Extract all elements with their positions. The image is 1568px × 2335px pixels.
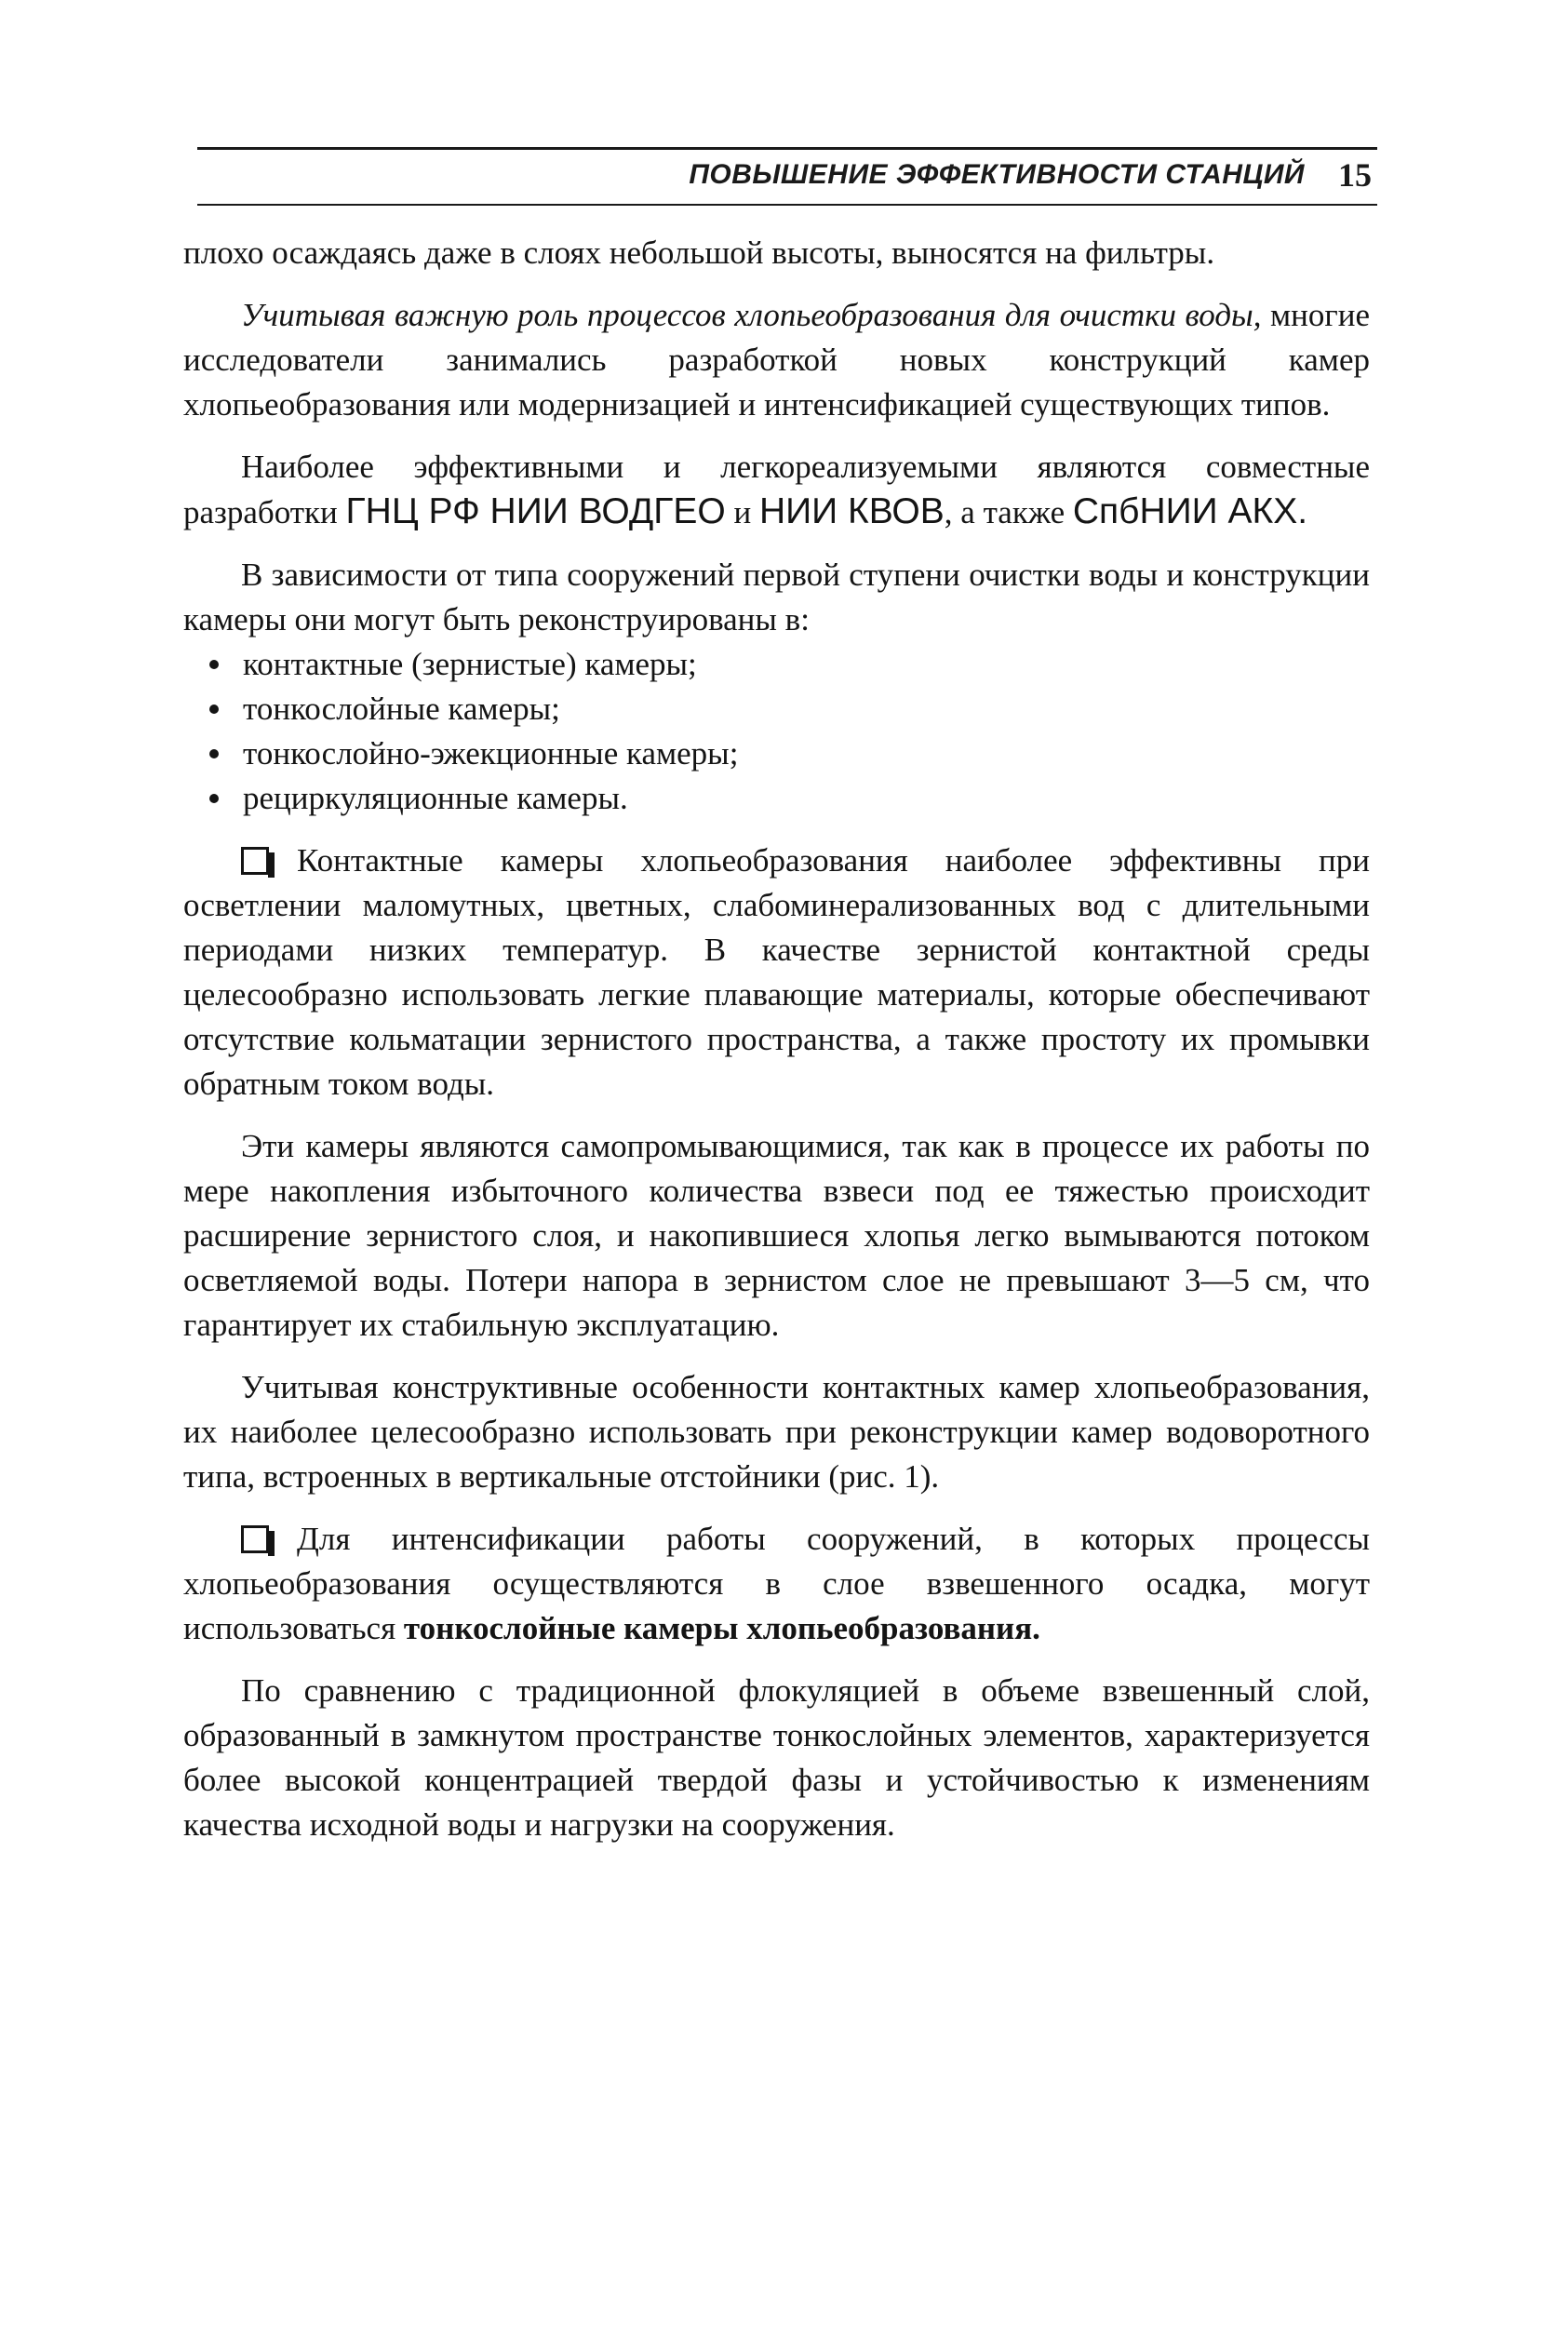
paragraph-3-text-b: и [733, 494, 752, 530]
paragraph-6: Эти камеры являются самопромывающимися, так как в процессе их работы по мере накопления избыточного количества взвеси под ее тяжестью происходит расширение зернистого слоя, и накопившиеся хлопья легко вымываются потоком осветляемой воды. Потери напора в зернистом слое не превышают 3—5 см, что гарантирует их стабильную эксплуатацию. [183, 1128, 1370, 1343]
paragraph-8-bold: тонкослойные камеры хлопьеобразования. [403, 1610, 1040, 1646]
paragraph-9: По сравнению с традиционной флокуляцией в объеме взвешенный слой, образованный в замкнутом пространстве тонкослойных элементов, характеризуется более высокой концентрацией твердой фазы и устойчивостью к изменениям качества исходной воды и нагрузки на сооружения. [183, 1672, 1370, 1843]
paragraph-5 [183, 839, 1370, 1107]
list-item: контактные (зернистые) камеры; [243, 642, 1370, 687]
paragraph-3-text-c: , а также [944, 494, 1065, 530]
page-header [197, 147, 1377, 206]
paragraph-8 [183, 1517, 1370, 1651]
list-item: рециркуляционные камеры. [243, 776, 1370, 821]
org-name-kvov: НИИ КВОВ [758, 491, 945, 531]
paragraph-3-text-a: Наиболее эффективными и легкореализуемыми являются совместные разработки [183, 449, 1370, 530]
section-marker-icon [241, 1525, 269, 1553]
org-name-akh: СпбНИИ АКХ. [1072, 491, 1308, 531]
paragraph-7: Учитывая конструктивные особенности контактных камер хлопьеобразования, их наиболее целесообразно использовать при реконструкции камер водоворотного типа, встроенных в вертикальные отстойники (рис. 1). [183, 1369, 1370, 1495]
paragraph-1: плохо осаждаясь даже в слоях небольшой высоты, выносятся на фильтры. [183, 235, 1215, 271]
org-name-vodgeo: ГНЦ РФ НИИ ВОДГЕО [345, 491, 726, 531]
section-marker-icon [241, 847, 269, 875]
paragraph-2 [183, 293, 1370, 427]
paragraph-3 [183, 445, 1370, 535]
paragraph-5-text: Контактные камеры хлопьеобразования наиболее эффективны при осветлении маломутных, цветных, слабоминерализованных вод с длительными периодами низких температур. В качестве зернистой контактной среды целесообразно использовать легкие плавающие материалы, которые обеспечивают отсутствие кольматации зернистого пространства, а также простоту их промывки обратным током воды. [183, 842, 1370, 1102]
paragraph-2-rest: многие исследователи занимались разработкой новых конструкций камер хлопьеобразования или модернизацией и интенсификацией существующих типов. [183, 297, 1370, 423]
list-item: тонкослойно-эжекционные камеры; [243, 731, 1370, 776]
bullet-list [183, 642, 1370, 821]
paragraph-4: В зависимости от типа сооружений первой ступени очистки воды и конструкции камеры они могут быть реконструированы в: [183, 557, 1370, 637]
page-body [183, 231, 1370, 1847]
paragraph-2-italic: Учитывая важную роль процессов хлопьеобразования для очистки воды, [241, 297, 1262, 333]
paragraph-8-text: Для интенсификации работы сооружений, в которых процессы хлопьеобразования осуществляются в слое взвешенного осадка, могут использоваться [183, 1521, 1370, 1646]
list-item: тонкослойные камеры; [243, 687, 1370, 731]
page-number: 15 [1338, 156, 1372, 194]
running-title: ПОВЫШЕНИЕ ЭФФЕКТИВНОСТИ СТАНЦИЙ [689, 159, 1305, 190]
